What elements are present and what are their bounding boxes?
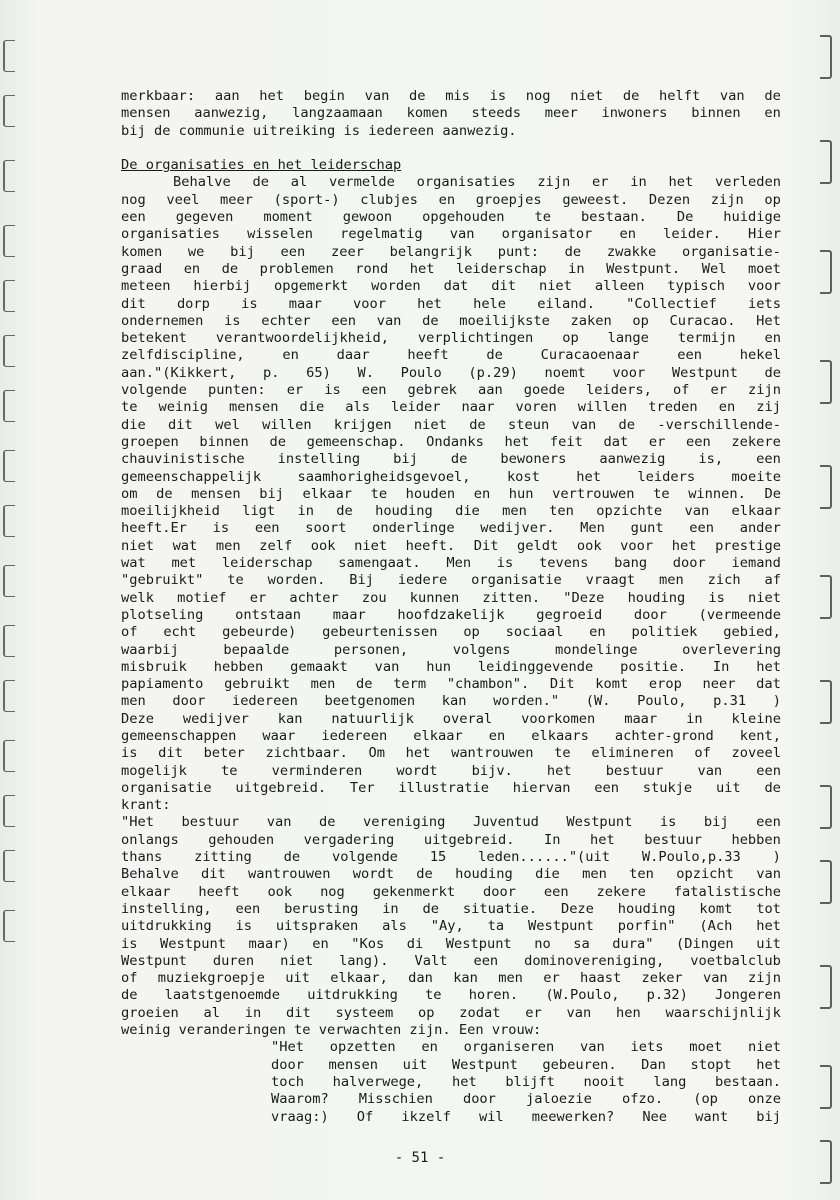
text-line: gemeenschappelijk saamhorigheidsgevoel, kost het leiders moeite — [121, 468, 781, 485]
text-line: vraag:) Of ikzelf wil meewerken? Nee want bij — [271, 1108, 781, 1125]
text-line: waarbij bepaalde personen, volgens mondelinge overlevering — [121, 641, 781, 658]
text-line: elkaar heeft ook nog gekenmerkt door een zekere fatalistische — [121, 883, 781, 900]
text-line: is dit beter zichtbaar. Om het wantrouwen te elimineren of zoveel — [121, 745, 781, 762]
text-line: "Het bestuur van de vereniging Juventud Westpunt is bij een — [121, 814, 781, 831]
text-line: uitdrukking is uitspraken als "Ay, ta Westpunt porfin" (Ach het — [121, 918, 781, 935]
text-line: een gegeven moment gewoon opgehouden te bestaan. De huidige — [121, 209, 781, 226]
text-line: of muziekgroepje uit elkaar, dan kan men er haast zeker van zijn — [121, 970, 781, 987]
text-line: mogelijk te verminderen wordt bijv. het bestuur van een — [121, 762, 781, 779]
text-line: toch halverwege, het blijft nooit lang bestaan. — [271, 1073, 781, 1090]
text-line: Behalve dit wantrouwen wordt de houding die men ten opzicht van — [121, 866, 781, 883]
page-number: - 51 - — [394, 1150, 446, 1166]
text-line: "Het opzetten en organiseren van iets moet niet — [271, 1039, 781, 1056]
text-line: komen we bij een zeer belangrijk punt: de zwakke organisatie- — [121, 243, 781, 260]
text-line: gemeenschappen waar iedereen elkaar en elkaars achter-grond kent, — [121, 727, 781, 744]
text-line: misbruik hebben gemaakt van hun leidinggevende positie. In het — [121, 658, 781, 675]
text-line: welk motief er achter zou kunnen zitten. "Deze houding is niet — [121, 589, 781, 606]
text-line: bij de communie uitreiking is iedereen aanwezig. — [121, 122, 517, 139]
text-line: om de mensen bij elkaar te houden en hun vertrouwen te winnen. De — [121, 485, 781, 502]
text-line: organisaties wisselen regelmatig van organisator en leider. Hier — [121, 226, 781, 243]
binder-holes — [810, 0, 840, 1200]
text-line: merkbaar: aan het begin van de mis is nog niet de helft van de — [121, 88, 781, 104]
text-line: niet wat men zelf ook niet heeft. Dit geldt ook voor het prestige — [121, 537, 781, 554]
text-line: groepen binnen de gemeenschap. Ondanks het feit dat er een zekere — [121, 433, 781, 450]
text-line: betekent verantwoordelijkheid, verplichtingen op lange termijn en — [121, 330, 781, 347]
text-line: weinig veranderingen te verwachten zijn. Een vrouw: — [121, 1022, 542, 1039]
text-line: is Westpunt maar) en "Kos di Westpunt no sa dura" (Dingen uit — [121, 935, 781, 952]
text-line: krant: — [121, 797, 171, 814]
text-line: ondernemen is echter een van de moeilijkste zaken op Curacao. Het — [121, 312, 781, 329]
text-line: "gebruikt" te worden. Bij iedere organisatie vraagt men zich af — [121, 572, 781, 589]
text-line: Deze wedijver kan natuurlijk overal voorkomen maar in kleine — [121, 710, 781, 727]
text-line: meteen hierbij opgemerkt worden dat dit niet alleen typisch voor — [121, 278, 781, 295]
text-line: moeilijkheid ligt in de houding die men ten opzichte van elkaar — [121, 503, 781, 520]
left-margin-marks — [0, 0, 30, 1200]
text-line: men door iedereen beetgenomen kan worden." (W. Poulo, p.31 ) — [121, 693, 781, 710]
section-heading: De organisaties en het leiderschap — [121, 157, 402, 174]
text-line: organisatie uitgebreid. Ter illustratie hiervan een stukje uit de — [121, 779, 781, 796]
text-line: zelfdiscipline, en daar heeft de Curacaoenaar een hekel — [121, 347, 781, 364]
text-line: of echt gebeurde) gebeurtenissen op sociaal en politiek gebied, — [121, 624, 781, 641]
block-quote — [121, 1039, 781, 1125]
text-line: de laatstgenoemde uitdrukking te horen. (W.Poulo, p.32) Jongeren — [121, 987, 781, 1004]
text-line: thans zitting de volgende 15 leden......"(uit W.Poulo,p.33 ) — [121, 849, 781, 866]
text-line: groeien al in dit systeem op zodat er van hen waarschijnlijk — [121, 1004, 781, 1021]
text-line: graad en de problemen rond het leiderschap in Westpunt. Wel moet — [121, 260, 781, 277]
text-line: chauvinistische instelling bij de bewoners aanwezig is, een — [121, 451, 781, 468]
text-line: nog veel meer (sport-) clubjes en groepjes geweest. Dezen zijn op — [121, 191, 781, 208]
text-line: mensen aanwezig, langzaamaan komen steeds meer inwoners binnen en — [121, 105, 781, 122]
text-line: plotseling ontstaan maar hoofdzakelijk gegroeid door (vermeende — [121, 606, 781, 623]
text-line: papiamento gebruikt men de term "chambon". Dit komt erop neer dat — [121, 676, 781, 693]
text-line: Westpunt duren niet lang). Valt een dominovereniging, voetbalclub — [121, 952, 781, 969]
main-paragraph — [121, 174, 781, 1039]
intro-paragraph — [121, 88, 781, 140]
text-line: dit dorp is maar voor het hele eiland. "Collectief iets — [121, 295, 781, 312]
text-line: Behalve de al vermelde organisaties zijn er in het verleden — [173, 174, 781, 191]
body-text — [121, 88, 781, 1126]
text-line: heeft.Er is een soort onderlinge wedijver. Men gunt een ander — [121, 520, 781, 537]
text-line: onlangs gehouden vergadering uitgebreid. In het bestuur hebben — [121, 831, 781, 848]
text-line: wat met leiderschap samengaat. Men is tevens bang door iemand — [121, 555, 781, 572]
text-line: volgende punten: er is een gebrek aan goede leiders, of er zijn — [121, 382, 781, 399]
text-line: te weinig mensen die als leider naar voren willen treden en zij — [121, 399, 781, 416]
text-line: door mensen uit Westpunt gebeuren. Dan stopt het — [271, 1056, 781, 1073]
text-line: aan."(Kikkert, p. 65) W. Poulo (p.29) noemt voor Westpunt de — [121, 364, 781, 381]
text-line: Waarom? Misschien door jaloezie ofzo. (op onze — [271, 1091, 781, 1108]
text-line: die dit wel willen krijgen niet de steun van de -verschillende- — [121, 416, 781, 433]
text-line: instelling, een berusting in de situatie. Deze houding komt tot — [121, 900, 781, 917]
